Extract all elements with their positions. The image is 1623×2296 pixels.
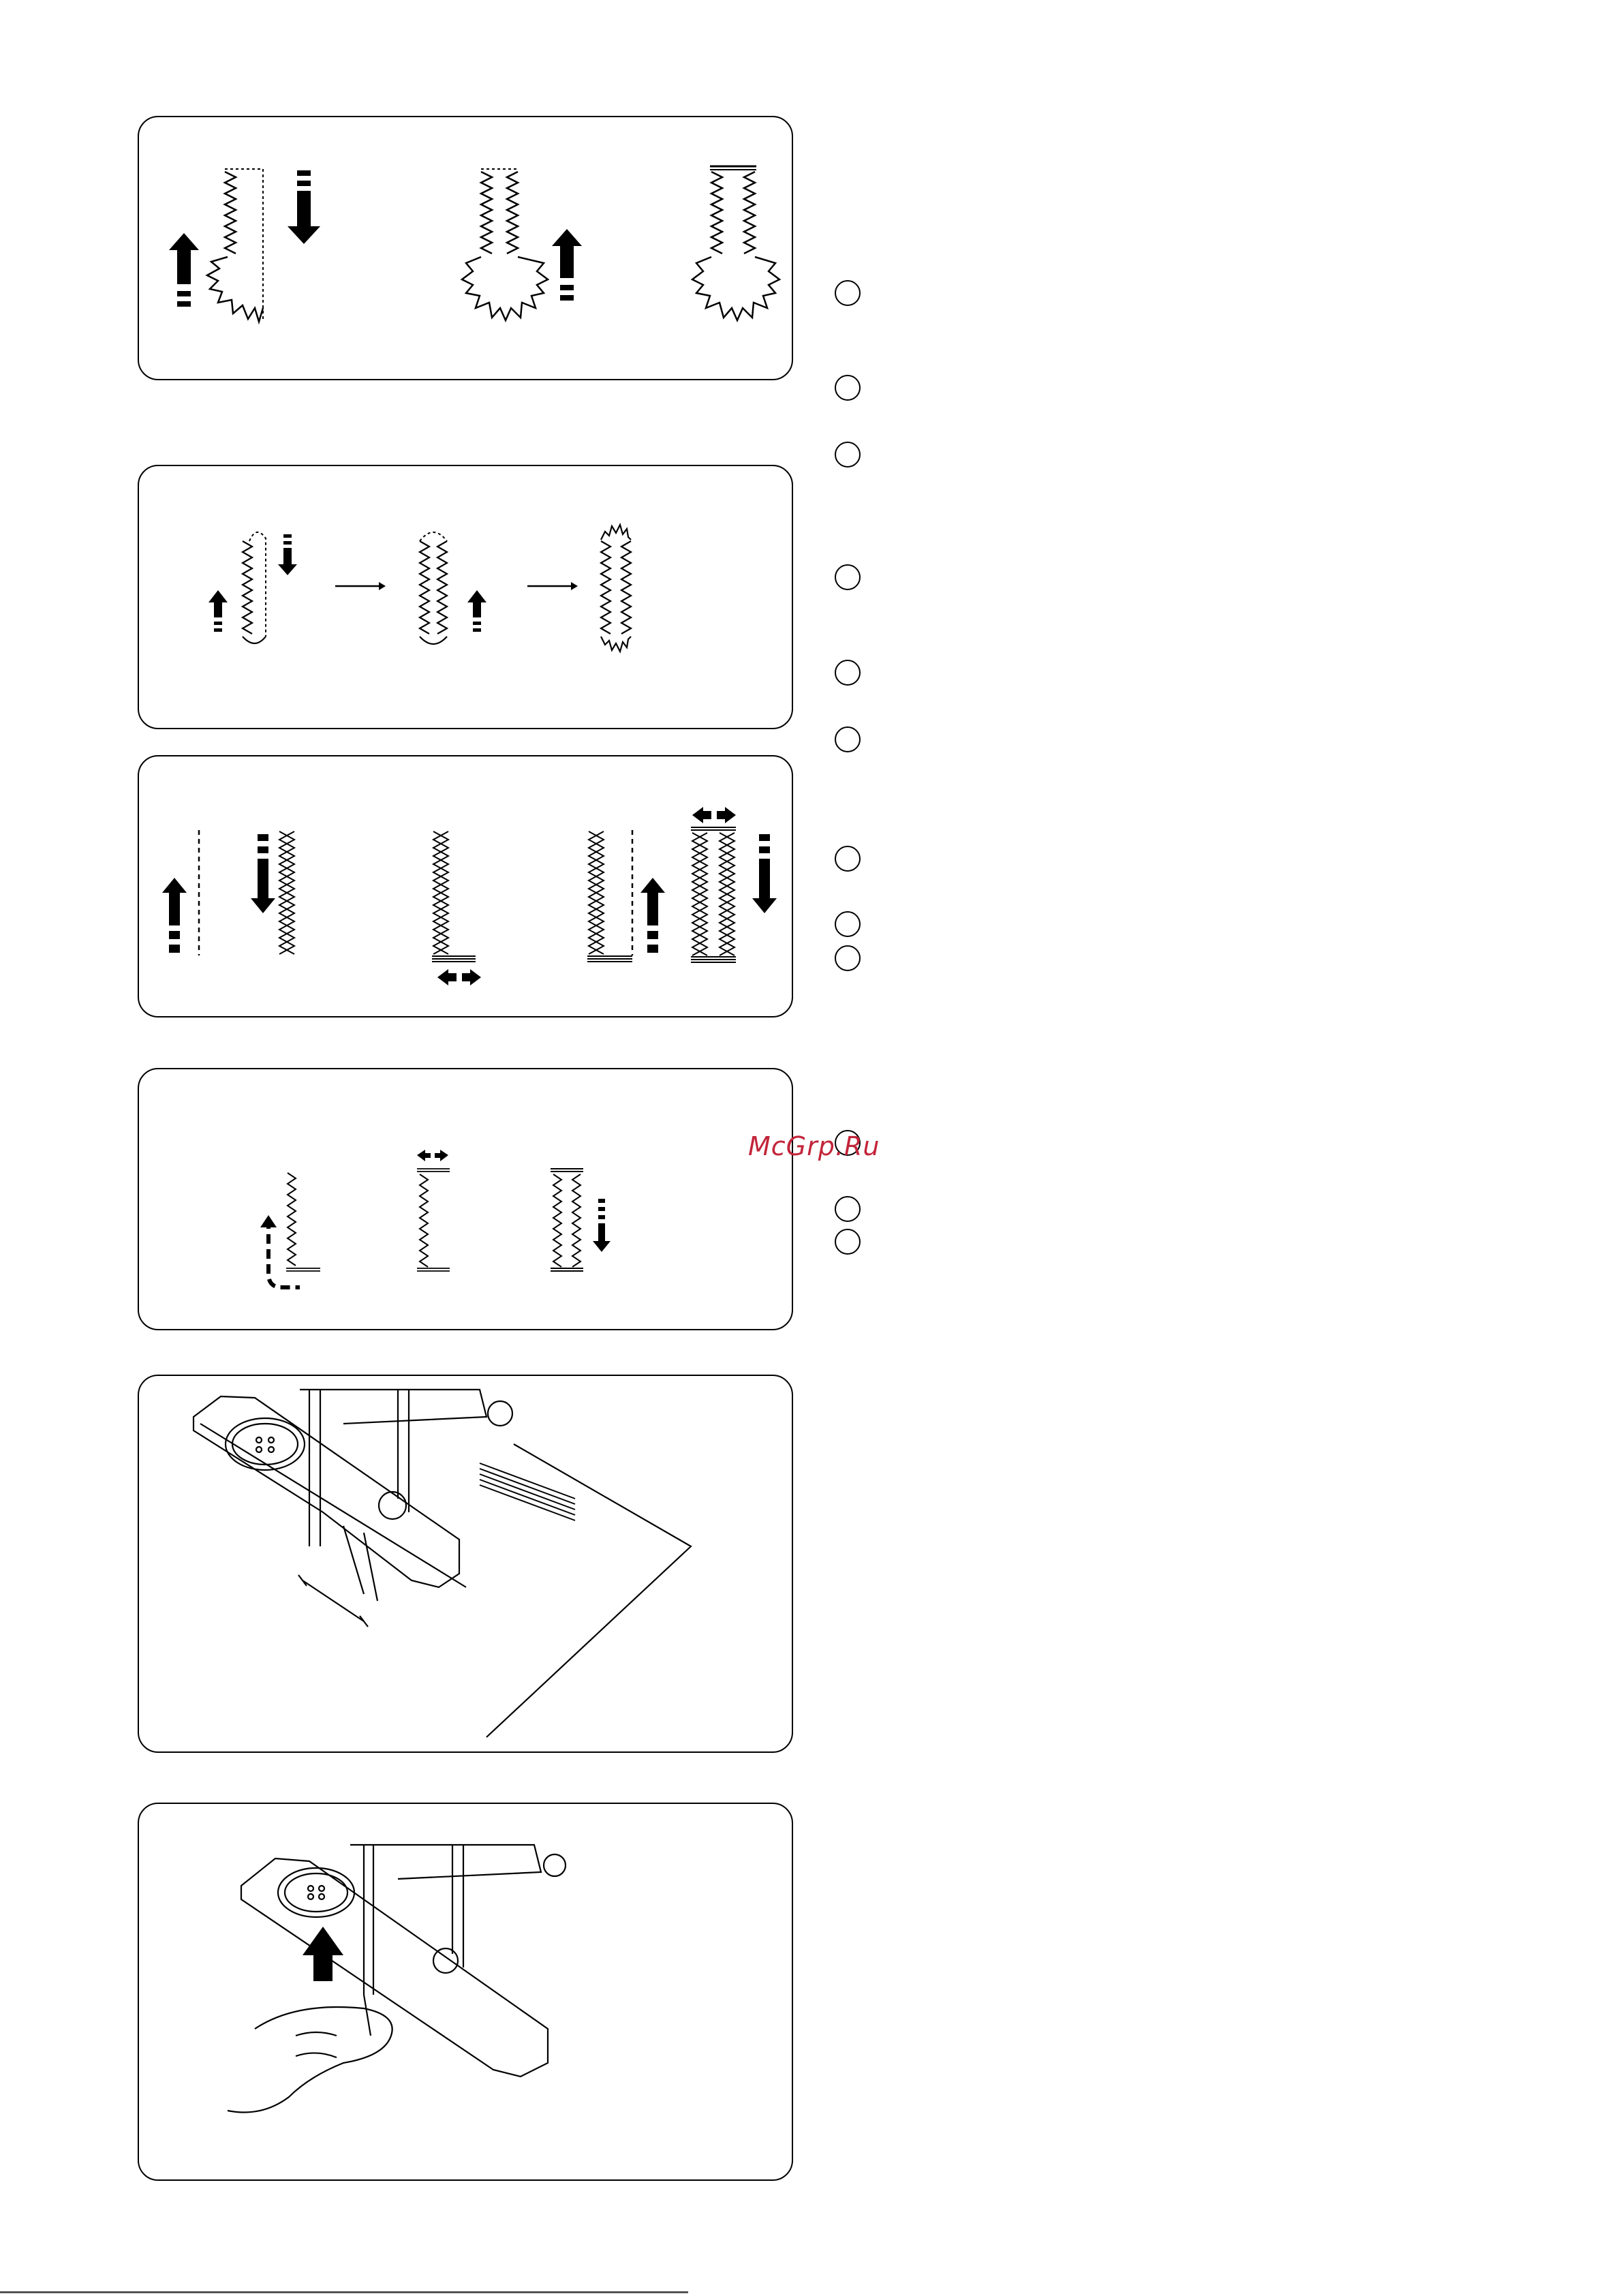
button-hole [308,1886,313,1891]
button-icon [285,1873,347,1912]
button-hole [256,1437,262,1443]
bottom-bartack [432,956,476,962]
button-hole [319,1886,324,1891]
needle-bar [452,1845,463,1968]
keyhole-final-zigzag [711,172,722,254]
buttonhole-lever-illustration [139,1804,793,2181]
arrow-up-icon [640,878,665,953]
keyhole-full-zigzag [481,172,492,254]
keyhole-diagram [139,117,793,380]
arrow-right-icon [379,582,386,590]
reference-marker [835,280,861,306]
reference-marker [835,564,861,590]
final-stretch-buttonhole [551,1169,583,1271]
panel-bar-tack-buttonhole [138,755,793,1017]
bottom-bartack [587,956,632,962]
stretch-buttonhole-diagram [139,1069,793,1330]
button-hole [256,1447,262,1452]
panel-buttonhole-foot [138,1375,793,1753]
arrow-down-icon [593,1199,610,1252]
final-left-zigzag [601,541,610,634]
final-bottom-round [601,637,631,652]
thumb-screw-icon [544,1854,566,1876]
keyhole-final-zigzag [744,172,755,254]
footer-rule [0,2291,688,2293]
middle-left-zigzag [420,541,429,634]
arrow-up-icon [208,590,228,632]
bottom-arc [243,637,266,643]
double-arrow-horizontal-icon [692,807,736,823]
buttonhole-foot-illustration [139,1376,793,1753]
finger [296,2032,337,2057]
buttonhole-foot-frame [241,1858,548,2077]
keyhole-final-eye [692,257,779,320]
presser-bar [309,1390,320,1546]
arrow-down-icon [278,534,297,575]
cross-stitch-column [279,831,294,954]
bottom-bartack [417,1268,450,1271]
lever [343,1526,377,1601]
button-hole [268,1437,274,1443]
bottom-bartack [286,1268,320,1271]
button-hole [268,1447,274,1452]
top-bartack [417,1169,450,1172]
panel-stretch-buttonhole [138,1068,793,1330]
watermark: McGrp.Ru [748,1131,880,1161]
arrow-up-icon [467,590,486,632]
double-arrow-horizontal-icon [417,1150,448,1161]
middle-zigzag [420,1174,428,1267]
keyhole-left-zigzag [225,172,236,254]
bar-tack-diagram [139,756,793,1017]
button-icon [232,1424,298,1465]
dashed-return-path [268,1219,300,1287]
reference-marker [835,1196,861,1222]
panel-keyhole-buttonhole [138,116,793,380]
reference-marker [835,846,861,872]
final-bartack-buttonhole [691,827,736,962]
panel-buttonhole-lever [138,1803,793,2181]
keyhole-eye-half [207,257,263,322]
double-arrow-horizontal-icon [437,969,481,985]
arrow-down-icon [752,834,777,913]
thumb-screw-icon [488,1401,512,1426]
reference-marker [835,442,861,468]
panel-round-end-buttonhole [138,465,793,729]
reference-marker [835,911,861,937]
machine-body [350,1845,541,1879]
keyhole-full-zigzag [507,172,518,254]
reference-marker [835,1229,861,1255]
arrow-up-icon [169,233,199,307]
adjust-knob-icon [433,1948,458,1973]
button-icon [226,1418,305,1470]
reference-marker [835,375,861,401]
bottom-arc [420,637,447,644]
arrow-up-icon [260,1215,277,1227]
keyhole-eye [462,257,548,320]
foot-rail [200,1424,466,1587]
cross-stitch-column [589,831,604,954]
presser-bar [364,1845,373,1995]
reference-marker [835,660,861,686]
arrow-down-icon [251,834,275,913]
left-zigzag [288,1173,296,1266]
dotted-outline [249,532,266,637]
cross-stitch-column [433,831,448,954]
adjust-knob-icon [379,1492,406,1519]
button-hole [319,1894,324,1899]
reference-marker [835,726,861,752]
arrow-down-icon [303,1927,343,1981]
dotted-top-arc [420,532,447,541]
hand [228,2007,392,2113]
machine-body [300,1390,486,1424]
arrow-up-icon [552,229,582,301]
lever [364,1995,371,2036]
middle-right-zigzag [437,541,447,634]
arrow-down-icon [288,170,320,244]
button-hole [308,1894,313,1899]
arrow-up-icon [162,878,187,953]
reference-marker [835,945,861,971]
arrow-right-icon [571,582,578,590]
buttonhole-length-indicator [298,1575,368,1627]
final-top-round [601,525,631,540]
round-end-diagram [139,466,793,729]
button-icon [278,1868,354,1917]
final-right-zigzag [621,541,631,634]
left-column-zigzag [243,541,252,634]
